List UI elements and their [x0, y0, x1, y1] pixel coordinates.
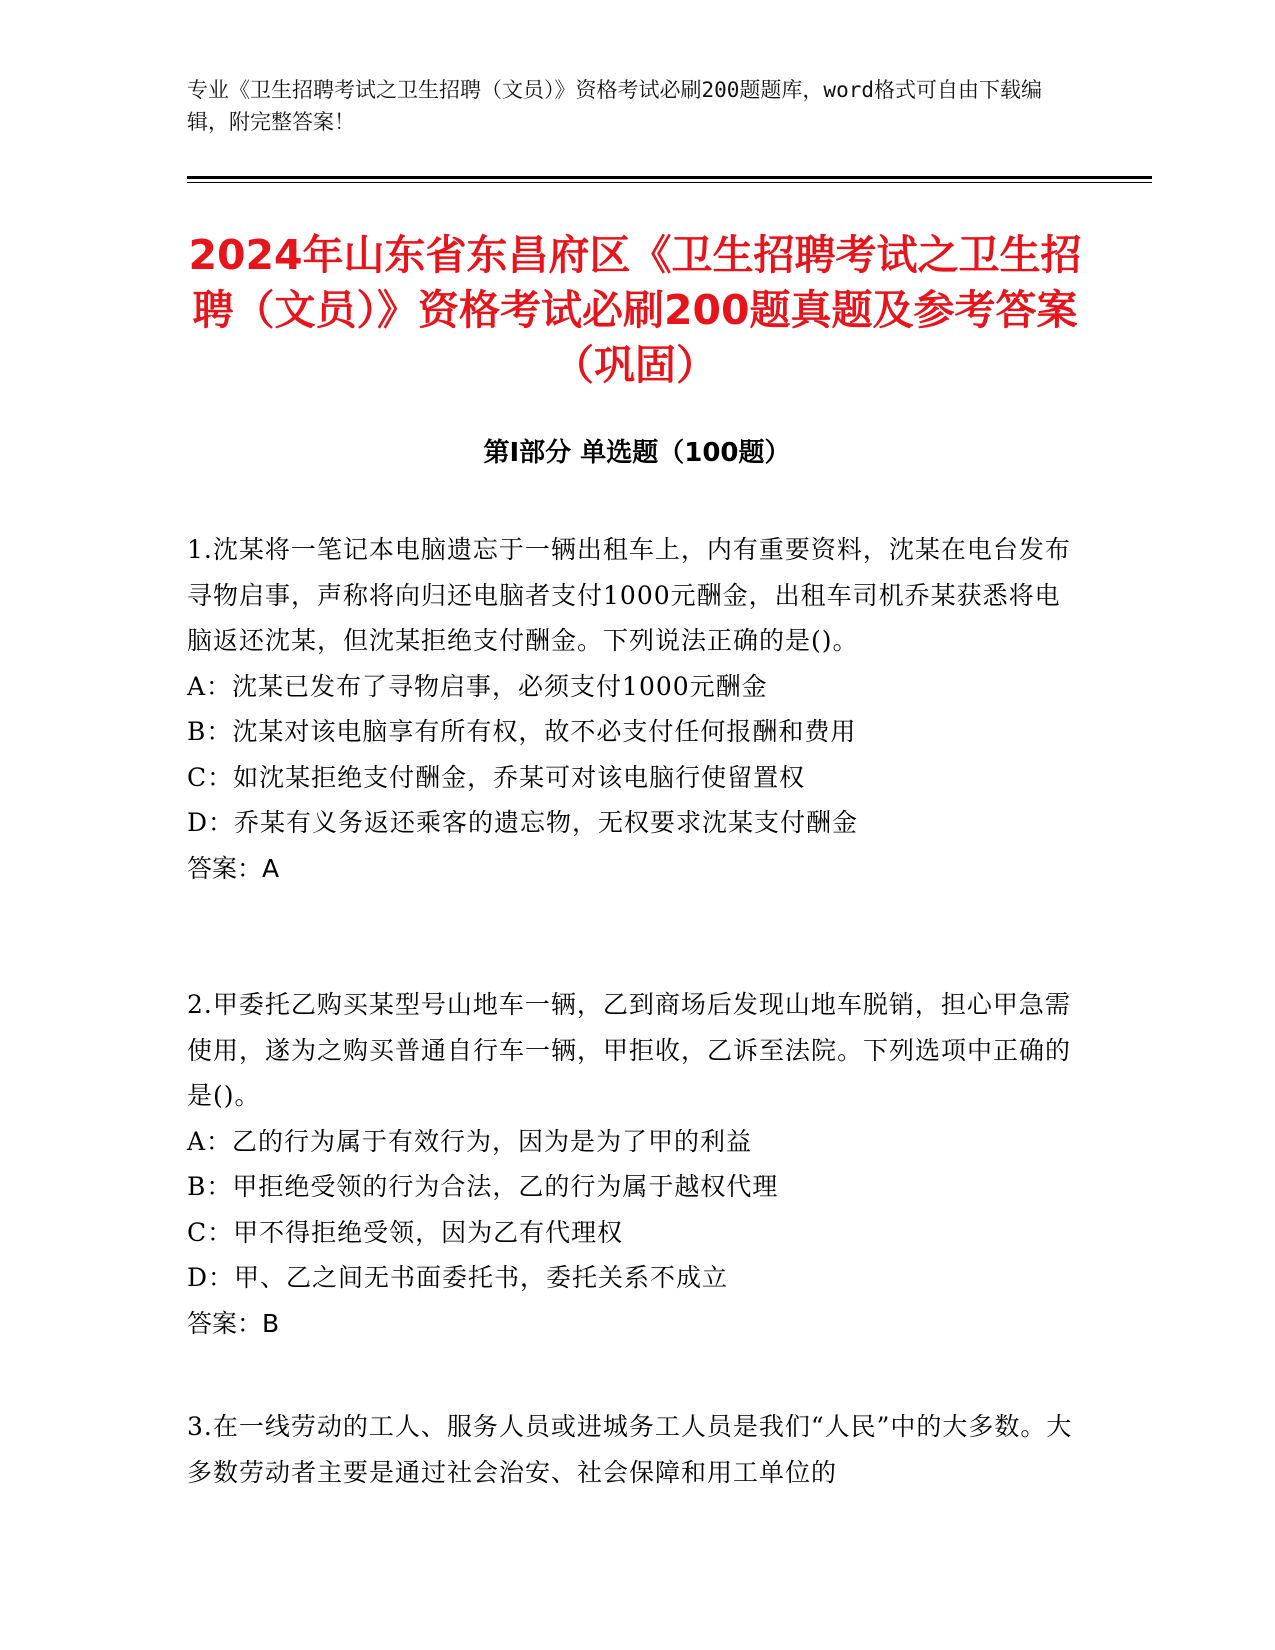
- question-stem: 2.甲委托乙购买某型号山地车一辆，乙到商场后发现山地车脱销，担心甲急需使用，遂为之购买普通自行车一辆，甲拒收，乙诉至法院。下列选项中正确的是()。: [187, 990, 1072, 1110]
- question-stem: 1.沈某将一笔记本电脑遗忘于一辆出租车上，内有重要资料，沈某在电台发布寻物启事，声称将向归还电脑者支付1000元酬金，出租车司机乔某获悉将电脑返还沈某，但沈某拒绝支付酬金。下列说法正确的是()。: [187, 535, 1071, 655]
- option-d: D：甲、乙之间无书面委托书，委托关系不成立: [187, 1263, 729, 1292]
- header-divider-thin: [187, 182, 1152, 183]
- option-b: B：沈某对该电脑享有所有权，故不必支付任何报酬和费用: [187, 717, 857, 746]
- option-c: C：甲不得拒绝受领，因为乙有代理权: [187, 1217, 624, 1247]
- header-divider-thick: [187, 176, 1152, 179]
- answer-label: 答案：B: [187, 1308, 280, 1338]
- document-title: 2024年山东省东昌府区《卫生招聘考试之卫生招聘（文员）》资格考试必刷200题真题及参考答案（巩固）: [188, 231, 1082, 389]
- option-c: C：如沈某拒绝支付酬金，乔某可对该电脑行使留置权: [187, 762, 806, 792]
- option-d: D：乔某有义务返还乘客的遗忘物，无权要求沈某支付酬金: [187, 808, 859, 837]
- question-3: [187, 1404, 1077, 1495]
- question-stem: 3.在一线劳动的工人、服务人员或进城务工人员是我们“人民”中的大多数。大多数劳动者主要是通过社会治安、社会保障和用工单位的: [187, 1412, 1073, 1487]
- option-a: A：乙的行为属于有效行为，因为是为了甲的利益: [187, 1126, 753, 1156]
- option-b: B：甲拒绝受领的行为合法，乙的行为属于越权代理: [187, 1172, 779, 1201]
- option-a: A：沈某已发布了寻物启事，必须支付1000元酬金: [187, 671, 768, 701]
- header-note: 专业《卫生招聘考试之卫生招聘（文员）》资格考试必刷200题题库，word格式可自由下载编辑，附完整答案！: [187, 78, 1042, 134]
- answer-label: 答案：A: [187, 853, 280, 883]
- question-1: [187, 527, 1077, 891]
- section-title: 第Ⅰ部分 单选题（100题）: [483, 438, 791, 468]
- question-2: [187, 982, 1077, 1346]
